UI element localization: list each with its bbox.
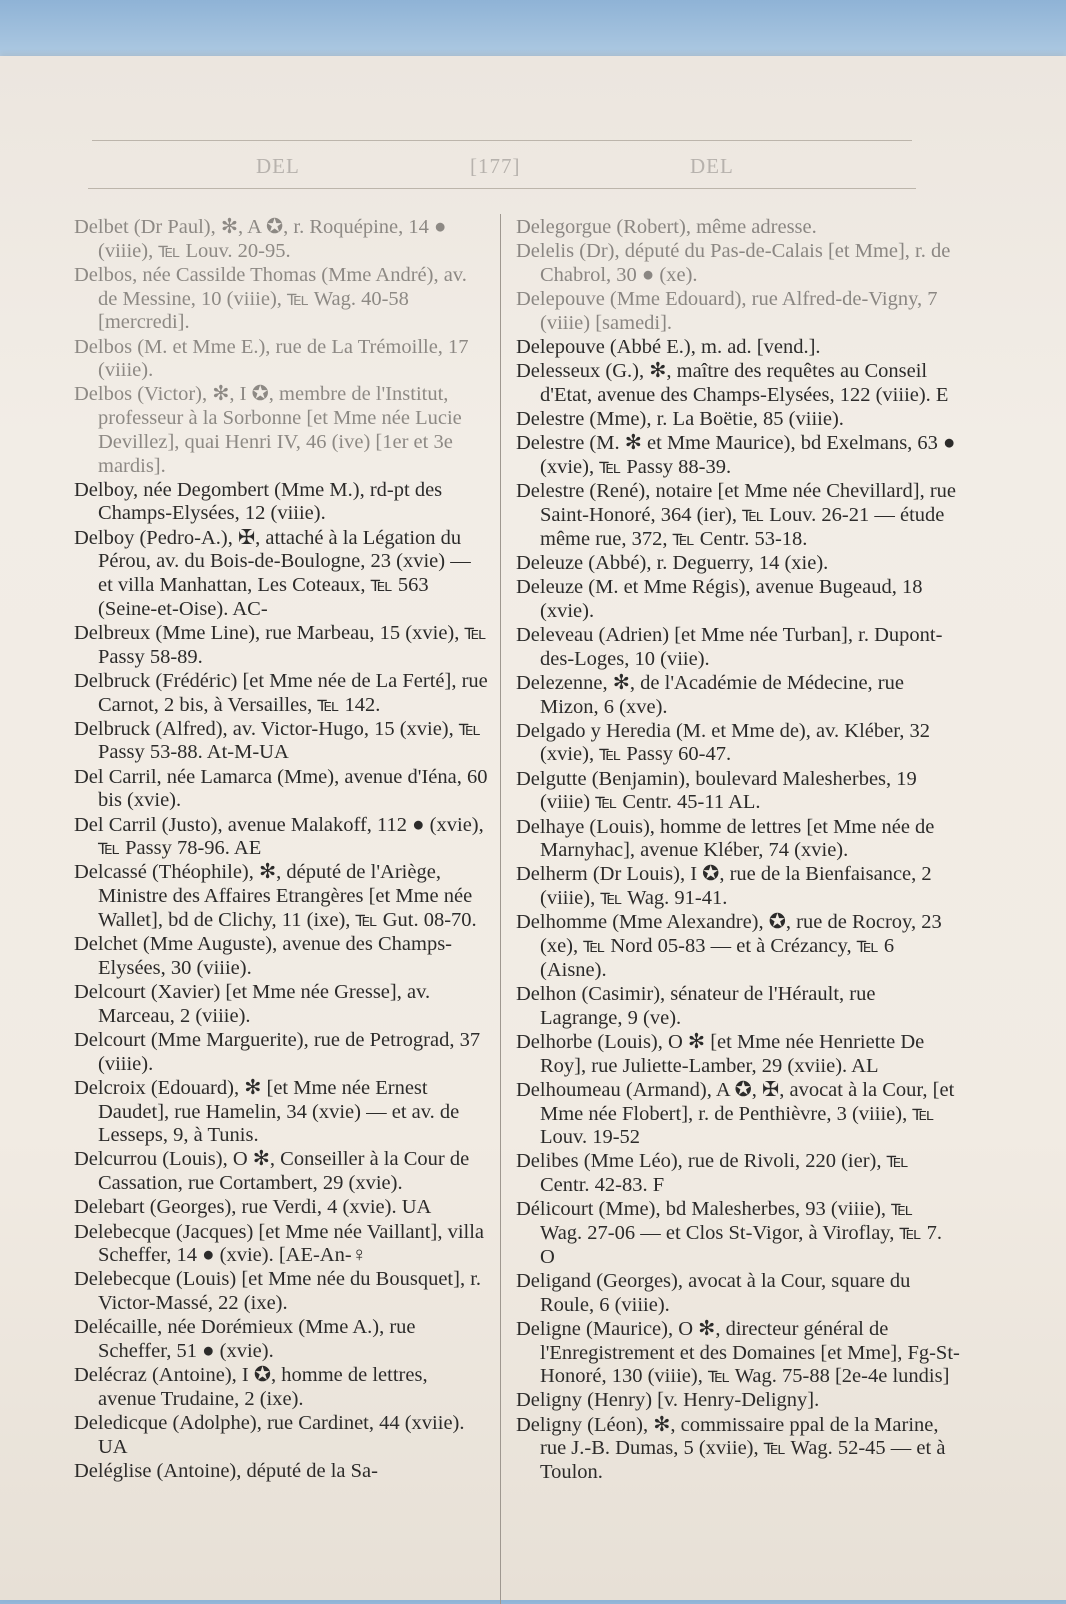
directory-entry: Delhoumeau (Armand), A ✪, ✠, avocat à la Cour, [et Mme née Flobert], r. de Penthièvre, 3 (viiie), ℡ Louv. 19-52: [516, 1078, 955, 1149]
directory-entry: Delepouve (Mme Edouard), rue Alfred-de-Vigny, 7 (viiie) [samedi].: [516, 288, 938, 334]
directory-entry: Delcourt (Xavier) [et Mme née Gresse], av. Marceau, 2 (viiie).: [74, 981, 431, 1027]
directory-entry: Delgado y Heredia (M. et Mme de), av. Kléber, 32 (xvie), ℡ Passy 60-47.: [516, 719, 930, 766]
directory-entry: Delbreux (Mme Line), rue Marbeau, 15 (xvie), ℡ Passy 58-89.: [74, 621, 487, 668]
directory-entry: Delbruck (Alfred), av. Victor-Hugo, 15 (xvie), ℡ Passy 53-88. At-M-UA: [74, 717, 481, 764]
header-rule-top: [92, 140, 912, 141]
directory-entry: Del Carril (Justo), avenue Malakoff, 112 ● (xvie), ℡ Passy 78-96. AE: [74, 813, 484, 860]
directory-entry: Delbos (M. et Mme E.), rue de La Trémoille, 17 (viiie).: [74, 335, 469, 382]
directory-entry: Delbruck (Frédéric) [et Mme née de La Ferté], rue Carnot, 2 bis, à Versailles, ℡ 142.: [74, 669, 488, 716]
directory-entry: Delebecque (Jacques) [et Mme née Vaillant], villa Scheffer, 14 ● (xvie). [AE-An-♀: [74, 1220, 485, 1267]
directory-entry: Deleuze (Abbé), r. Deguerry, 14 (xie).: [516, 551, 829, 574]
header-rule-bottom: [88, 188, 916, 189]
directory-entry: Deligand (Georges), avocat à la Cour, square du Roule, 6 (viiie).: [516, 1269, 911, 1316]
directory-entry: Deleveau (Adrien) [et Mme née Turban], r. Dupont-des-Loges, 10 (viie).: [516, 623, 943, 670]
directory-entry: Delécaille, née Dorémieux (Mme A.), rue Scheffer, 51 ● (xvie).: [74, 1316, 416, 1363]
directory-entry: Delegorgue (Robert), même adresse.: [516, 216, 817, 238]
directory-entry: Delezenne, ✻, de l'Académie de Médecine, rue Mizon, 6 (xve).: [516, 671, 904, 718]
directory-entry: Délicourt (Mme), bd Malesherbes, 93 (viiie), ℡ Wag. 27-06 — et Clos St-Vigor, à Viroflay, ℡ 7. O: [516, 1198, 942, 1268]
directory-entry: Deligny (Henry) [v. Henry-Deligny].: [516, 1389, 820, 1412]
directory-entry: Delhon (Casimir), sénateur de l'Hérault, rue Lagrange, 9 (ve).: [516, 983, 876, 1029]
directory-entry: Deleuze (M. et Mme Régis), avenue Bugeaud, 18 (xvie).: [516, 576, 923, 622]
directory-entry: Delepouve (Abbé E.), m. ad. [vend.].: [516, 336, 821, 359]
directory-page: [0, 56, 1066, 1600]
directory-entry: Delhorbe (Louis), O ✻ [et Mme née Henriette De Roy], rue Juliette-Lamber, 29 (xviie). AL: [516, 1030, 925, 1077]
directory-entry: Delebart (Georges), rue Verdi, 4 (xvie). UA: [74, 1196, 432, 1219]
directory-entry: Deledicque (Adolphe), rue Cardinet, 44 (xviie). UA: [74, 1412, 465, 1458]
directory-entry: Delherm (Dr Louis), I ✪, rue de la Bienfaisance, 2 (viiie), ℡ Wag. 91-41.: [516, 863, 932, 910]
directory-entry: Delboy (Pedro-A.), ✠, attaché à la Légation du Pérou, av. du Bois-de-Boulogne, 23 (xvie) — et villa Manhattan, Les Coteaux, ℡ 563 (Seine-et-Oise). AC-: [74, 526, 471, 620]
directory-entry: Delhomme (Mme Alexandre), ✪, rue de Rocroy, 23 (xe), ℡ Nord 05-83 — et à Crézancy, ℡ 6 (Aisne).: [516, 911, 942, 981]
page-number: [177]: [470, 154, 521, 178]
directory-entry: Delestre (Mme), r. La Boëtie, 85 (viiie).: [516, 408, 844, 431]
directory-entry: Delebecque (Louis) [et Mme née du Bousquet], r. Victor-Massé, 22 (ixe).: [74, 1268, 482, 1315]
running-head-left: DEL: [256, 154, 300, 178]
directory-entry: Delbos, née Cassilde Thomas (Mme André), av. de Messine, 10 (viiie), ℡ Wag. 40-58 [mercredi].: [74, 263, 467, 334]
directory-entry: Delestre (M. ✻ et Mme Maurice), bd Exelmans, 63 ● (xvie), ℡ Passy 88-39.: [516, 432, 956, 479]
directory-entry: Delcourt (Mme Marguerite), rue de Petrograd, 37 (viiie).: [74, 1028, 481, 1075]
directory-entry: Delesseux (G.), ✻, maître des requêtes au Conseil d'Etat, avenue des Champs-Elysées, 122 (viiie). E: [516, 360, 949, 406]
directory-entry: Deligne (Maurice), O ✻, directeur général de l'Enregistrement et des Domaines [et Mme], Fg-St-Honoré, 130 (viiie), ℡ Wag. 75-88 [2e-4e lundis]: [516, 1317, 960, 1388]
running-head-right: DEL: [690, 154, 734, 178]
directory-entry: Delboy, née Degombert (Mme M.), rd-pt des Champs-Elysées, 12 (viiie).: [74, 478, 443, 525]
right-column: [516, 216, 960, 1485]
directory-entry: Delcroix (Edouard), ✻ [et Mme née Ernest Daudet], rue Hamelin, 34 (xvie) — et av. de Lesseps, 9, à Tunis.: [74, 1076, 460, 1147]
directory-entry: Del Carril, née Lamarca (Mme), avenue d'Iéna, 60 bis (xvie).: [74, 765, 488, 812]
directory-entry: Delestre (René), notaire [et Mme née Chevillard], rue Saint-Honoré, 364 (ier), ℡ Louv. 26-21 — étude même rue, 372, ℡ Centr. 53-18.: [516, 480, 956, 550]
directory-entry: Delibes (Mme Léo), rue de Rivoli, 220 (ier), ℡ Centr. 42-83. F: [516, 1150, 909, 1197]
directory-entry: Delbet (Dr Paul), ✻, A ✪, r. Roquépine, 14 ● (viiie), ℡ Louv. 20-95.: [74, 216, 447, 262]
directory-entry: Delécraz (Antoine), I ✪, homme de lettres, avenue Trudaine, 2 (ixe).: [74, 1364, 428, 1410]
directory-entry: Delbos (Victor), ✻, I ✪, membre de l'Institut, professeur à la Sorbonne [et Mme née Lucie Devillez], quai Henri IV, 46 (ive) [1er et 3e mardis].: [74, 383, 462, 477]
directory-entry: Delhaye (Louis), homme de lettres [et Mme née de Marnyhac], avenue Kléber, 74 (xvie).: [516, 815, 935, 862]
directory-entry: Delcassé (Théophile), ✻, député de l'Ariège, Ministre des Affaires Etrangères [et Mme née Wallet], bd de Clichy, 11 (ixe), ℡ Gut. 08-70.: [74, 861, 477, 931]
directory-entry: Delelis (Dr), député du Pas-de-Calais [et Mme], r. de Chabrol, 30 ● (xe).: [516, 240, 951, 286]
directory-entry: Deléglise (Antoine), député de la Sa-: [74, 1460, 378, 1483]
column-divider: [500, 214, 501, 1604]
left-column: [74, 216, 490, 1484]
directory-entry: Delchet (Mme Auguste), avenue des Champs-Elysées, 30 (viiie).: [74, 933, 453, 979]
directory-entry: Delgutte (Benjamin), boulevard Malesherbes, 19 (viiie) ℡ Centr. 45-11 AL.: [516, 767, 917, 814]
directory-entry: Deligny (Léon), ✻, commissaire ppal de la Marine, rue J.-B. Dumas, 5 (xviie), ℡ Wag. 52-45 — et à Toulon.: [516, 1413, 946, 1484]
directory-entry: Delcurrou (Louis), O ✻, Conseiller à la Cour de Cassation, rue Cortambert, 29 (xvie).: [74, 1148, 470, 1195]
